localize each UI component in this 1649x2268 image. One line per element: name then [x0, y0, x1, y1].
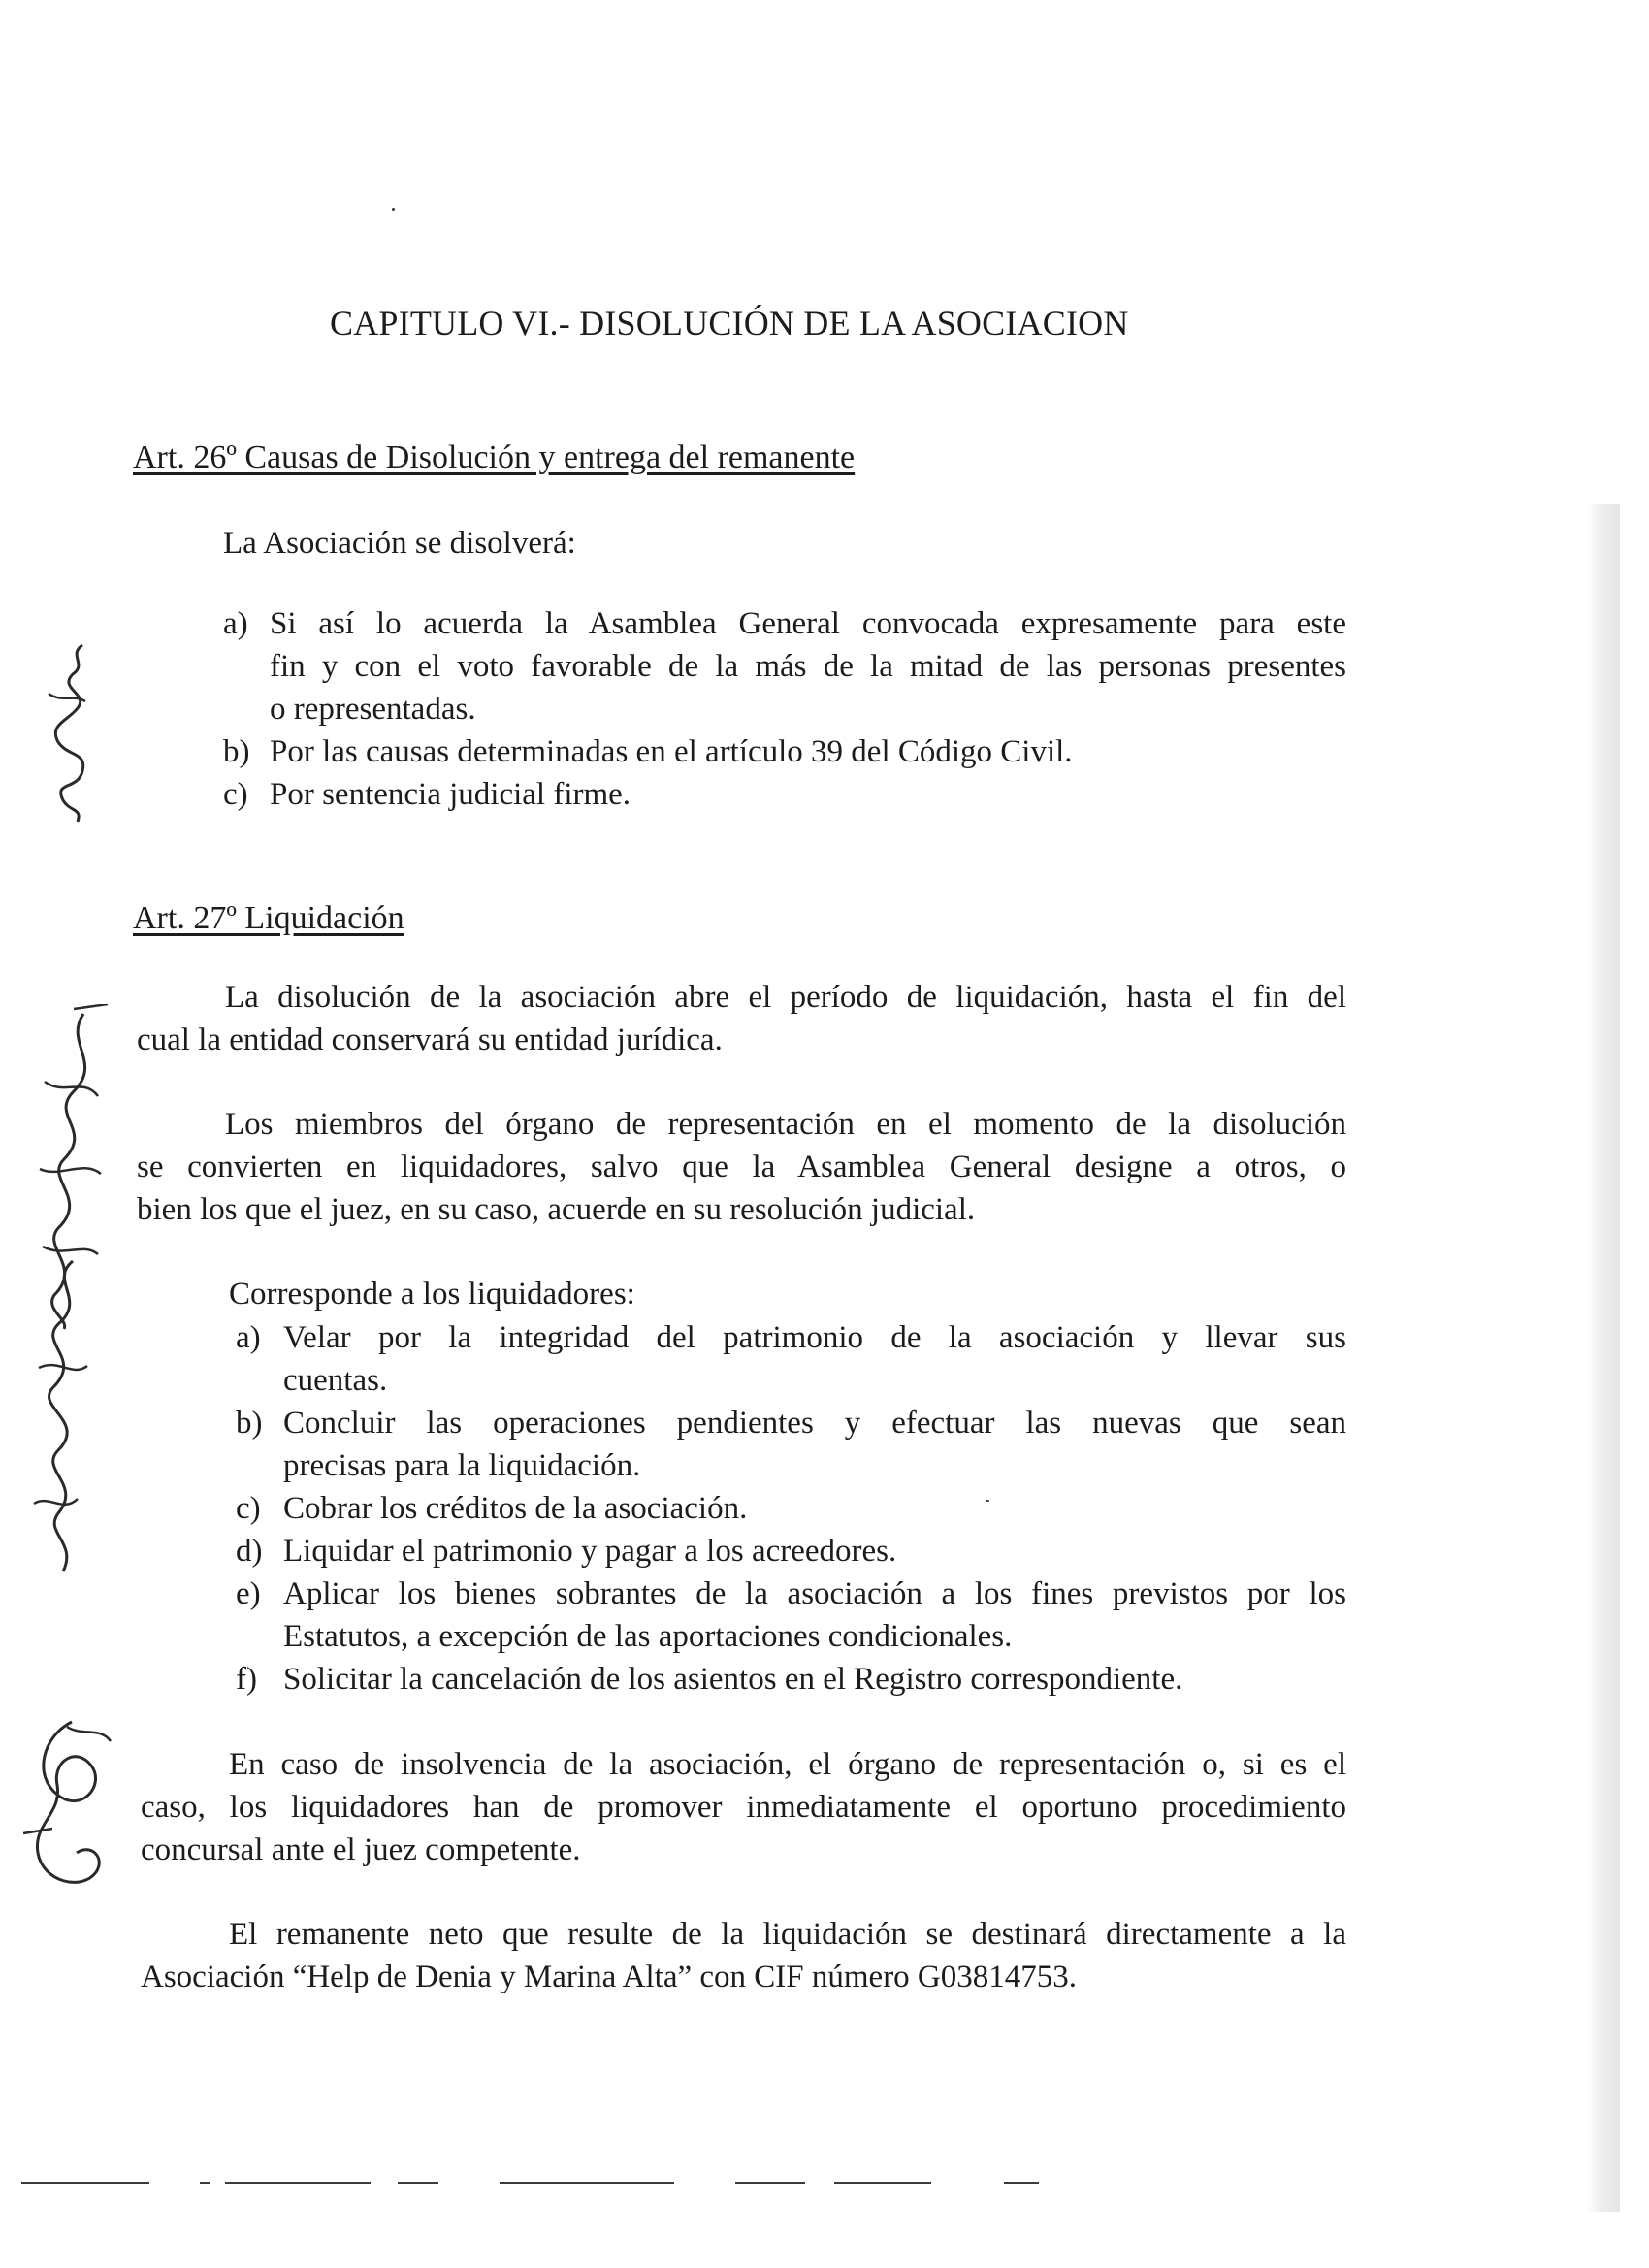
article-27-heading: Art. 27º Liquidación	[133, 900, 404, 936]
list-item-text: Liquidar el patrimonio y pagar a los acreedores.	[283, 1534, 897, 1569]
list-item-text: Aplicar los bienes sobrantes de la asociación a los fines previstos por los	[283, 1576, 1346, 1611]
paragraph-line: Los miembros del órgano de representación en el momento de la disolución	[225, 1107, 1346, 1142]
list-label: a)	[236, 1320, 261, 1355]
list-label: d)	[236, 1534, 263, 1569]
footer-rule	[735, 2182, 805, 2184]
paragraph-line: se convierten en liquidadores, salvo que la Asamblea General designe a otros, o	[137, 1150, 1346, 1184]
list-item-text: precisas para la liquidación.	[283, 1448, 641, 1483]
paragraph-line: Asociación “Help de Denia y Marina Alta” con CIF número G03814753.	[141, 1960, 1078, 1994]
list-label: b)	[236, 1406, 263, 1441]
footer-rule	[200, 2182, 210, 2184]
list-item-text: Velar por la integridad del patrimonio de la asociación y llevar sus	[283, 1320, 1346, 1355]
list-label: c)	[236, 1491, 261, 1526]
paragraph-line: El remanente neto que resulte de la liquidación se destinará directamente a la	[229, 1917, 1346, 1952]
list-label: e)	[236, 1576, 261, 1611]
margin-signature	[14, 1707, 120, 1911]
list-item-text: Por las causas determinadas en el artículo 39 del Código Civil.	[270, 734, 1073, 769]
footer-rule	[21, 2182, 149, 2184]
list-item-text: cuentas.	[283, 1363, 388, 1398]
scan-shadow	[1587, 504, 1620, 2212]
paragraph-line: concursal ante el juez competente.	[141, 1832, 581, 1867]
duties-intro: Corresponde a los liquidadores:	[229, 1277, 635, 1312]
list-item-text: Concluir las operaciones pendientes y efectuar las nuevas que sean	[283, 1406, 1346, 1441]
list-item-text: Estatutos, a excepción de las aportaciones condicionales.	[283, 1619, 1013, 1654]
list-label: a)	[223, 606, 248, 641]
scan-speck	[986, 1500, 989, 1502]
footer-rule	[500, 2182, 674, 2184]
article-26-heading: Art. 26º Causas de Disolución y entrega del remanente	[133, 439, 856, 475]
footer-rule	[398, 2182, 438, 2184]
chapter-title: CAPITULO VI.- DISOLUCIÓN DE LA ASOCIACION	[330, 304, 1129, 342]
list-item-text: Si así lo acuerda la Asamblea General convocada expresamente para este	[270, 606, 1346, 641]
list-item-text: Cobrar los créditos de la asociación.	[283, 1491, 748, 1526]
scan-speck	[392, 208, 395, 211]
list-label: f)	[236, 1662, 257, 1697]
paragraph-line: cual la entidad conservará su entidad jurídica.	[137, 1022, 723, 1057]
paragraph-line: En caso de insolvencia de la asociación, el órgano de representación o, si es el	[229, 1747, 1346, 1782]
footer-rule	[834, 2182, 931, 2184]
list-item-text: Por sentencia judicial firme.	[270, 777, 631, 812]
margin-signature	[29, 635, 107, 829]
margin-signature	[19, 1251, 107, 1581]
footer-rule	[225, 2182, 371, 2184]
paragraph-line: bien los que el juez, en su caso, acuerde en su resolución judicial.	[137, 1192, 976, 1227]
list-item-text: fin y con el voto favorable de la más de la mitad de las personas presentes	[270, 649, 1346, 684]
list-label: c)	[223, 777, 248, 812]
list-item-text: o representadas.	[270, 692, 476, 727]
paragraph-line: La disolución de la asociación abre el período de liquidación, hasta el fin del	[225, 980, 1346, 1015]
paragraph-line: caso, los liquidadores han de promover inmediatamente el oportuno procedimiento	[141, 1790, 1346, 1825]
list-item-text: Solicitar la cancelación de los asientos en el Registro correspondiente.	[283, 1662, 1183, 1697]
article-26-intro: La Asociación se disolverá:	[223, 526, 576, 561]
list-label: b)	[223, 734, 250, 769]
footer-rule	[1004, 2182, 1039, 2184]
